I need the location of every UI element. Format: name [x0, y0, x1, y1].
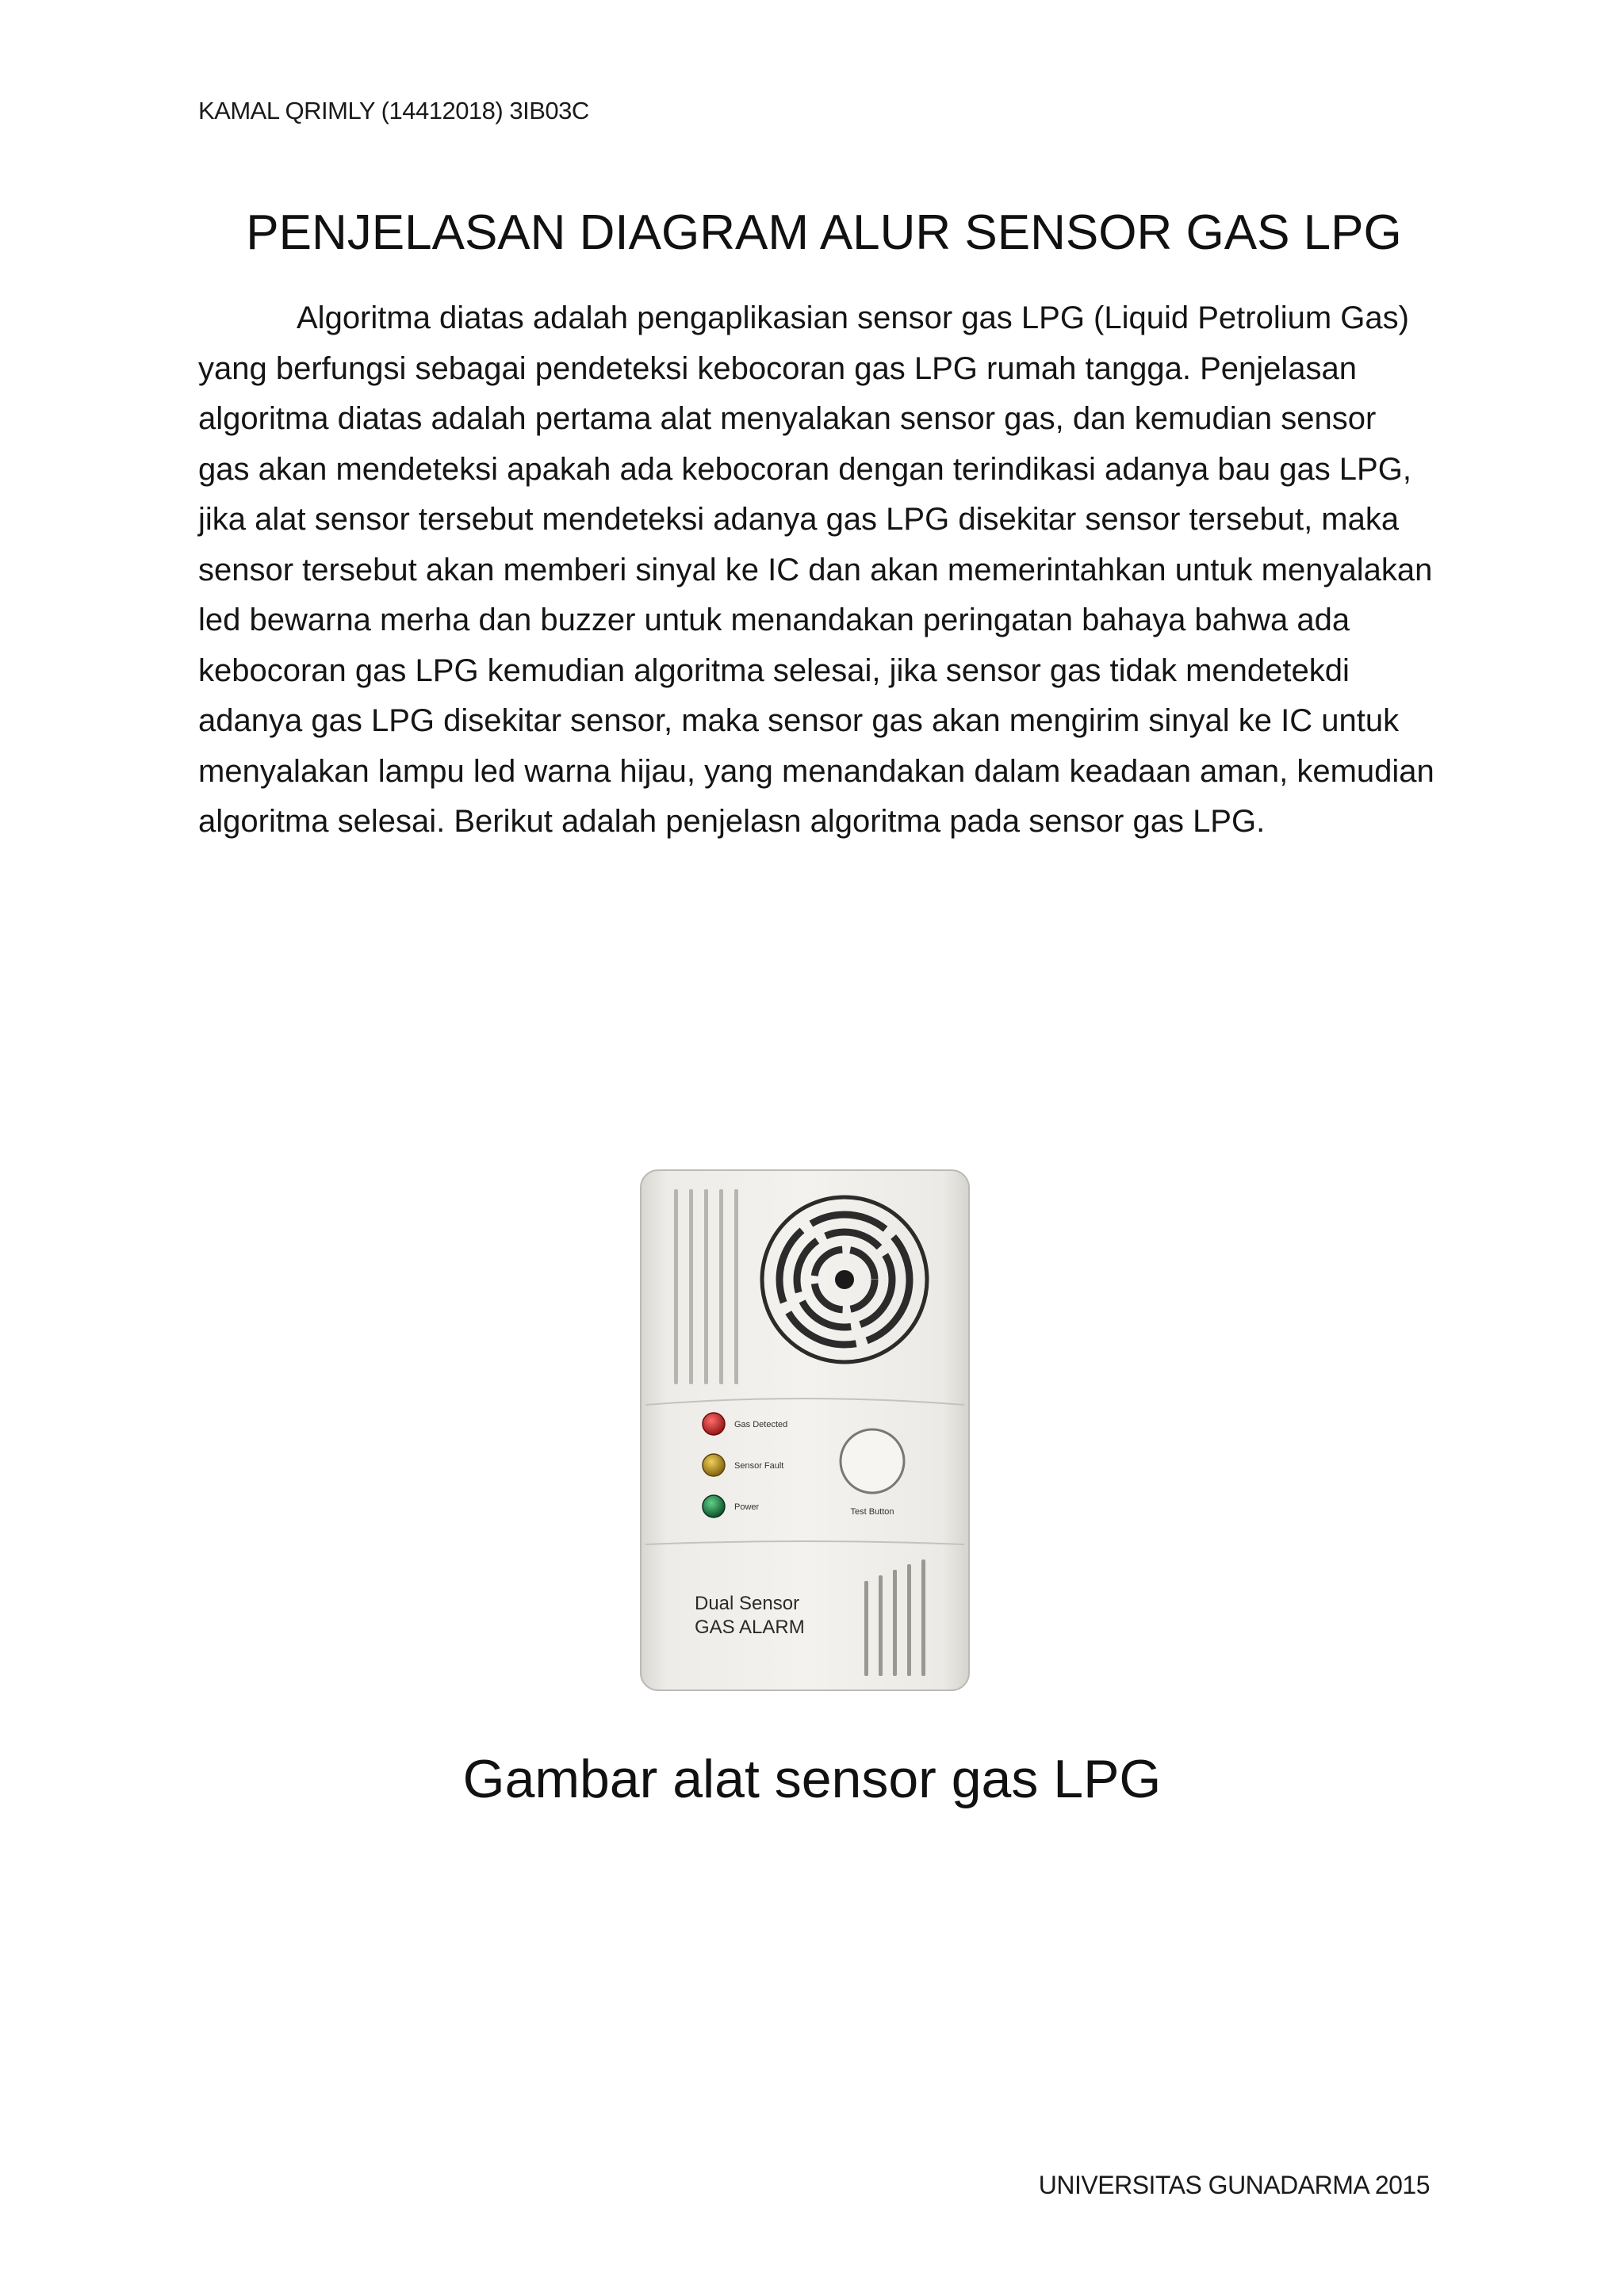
led-label-sensor-fault: Sensor Fault	[734, 1461, 784, 1471]
test-button-icon	[841, 1429, 904, 1493]
gas-alarm-figure	[634, 1165, 975, 1697]
body-paragraph: Algoritma diatas adalah pengaplikasian sensor gas LPG (Liquid Petrolium Gas) yang berfungsi sebagai pendeteksi kebocoran gas LPG rumah tangga. Penjelasan algoritma diatas adalah pertama alat menyalakan sensor gas, dan kemudian sensor gas akan mendeteksi apakah ada kebocoran dengan terindikasi adanya bau gas LPG, jika alat sensor tersebut mendeteksi adanya gas LPG disekitar sensor tersebut, maka sensor tersebut akan memberi sinyal ke IC dan akan memerintahkan untuk menyalakan led bewarna merha dan buzzer untuk menandakan peringatan bahaya bahwa ada kebocoran gas LPG kemudian algoritma selesai, jika sensor gas tidak mendetekdi adanya gas LPG disekitar sensor, maka sensor gas akan mengirim sinyal ke IC untuk menyalakan lampu led warna hijau, yang menandakan dalam keadaan aman, kemudian algoritma selesai. Berikut adalah penjelasn algoritma pada sensor gas LPG.	[198, 300, 1434, 839]
author-header: KAMAL QRIMLY (14412018) 3IB03C	[198, 97, 589, 124]
power-led-icon	[703, 1495, 725, 1517]
brand-line-2: GAS ALARM	[695, 1617, 805, 1638]
body-section	[198, 293, 1435, 848]
institution-footer: UNIVERSITAS GUNADARMA 2015	[1038, 2171, 1430, 2199]
figure-caption: Gambar alat sensor gas LPG	[462, 1749, 1162, 1809]
test-button-label: Test Button	[850, 1507, 894, 1517]
gas-detected-led-icon	[703, 1413, 725, 1435]
led-label-power: Power	[734, 1502, 760, 1512]
gas-alarm-device-image	[634, 1165, 975, 1697]
brand-line-1: Dual Sensor	[695, 1593, 800, 1614]
sensor-fault-led-icon	[703, 1454, 725, 1476]
led-label-gas-detected: Gas Detected	[734, 1420, 788, 1429]
status-leds	[703, 1413, 725, 1517]
page-title: PENJELASAN DIAGRAM ALUR SENSOR GAS LPG	[246, 205, 1402, 260]
